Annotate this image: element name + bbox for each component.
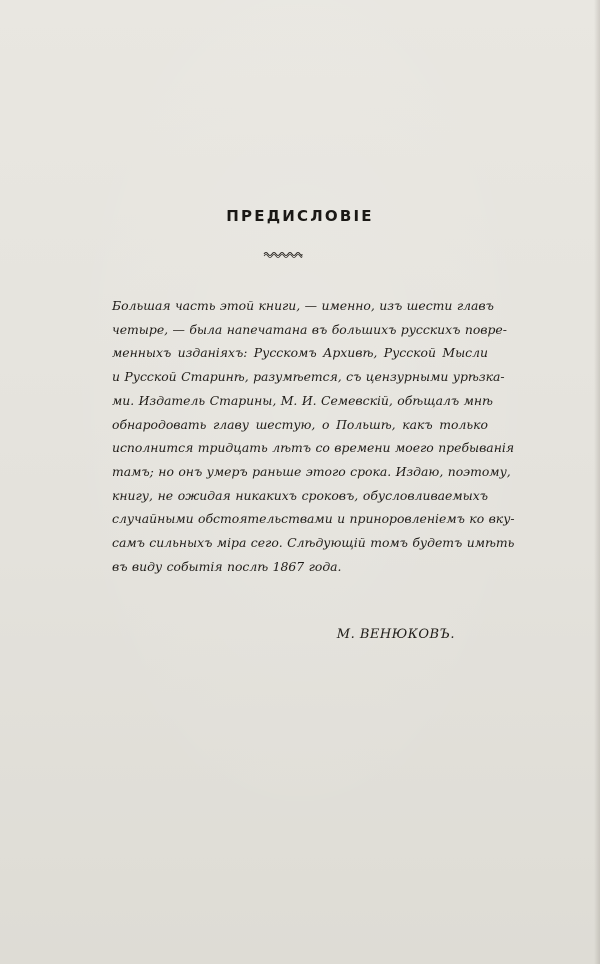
text-line: случайными обстоятельствами и приноровленіемъ ко вку- — [112, 511, 515, 527]
text-line: и Русской Старинѣ, разумѣется, съ цензурными урѣзка- — [112, 369, 505, 385]
text-line: Большая часть этой книги, — именно, изъ шести главъ — [112, 298, 494, 313]
page-title: ПРЕДИСЛОВІЕ — [226, 207, 374, 225]
author-signature: М. ВЕНЮКОВЪ. — [336, 627, 455, 642]
text-line: обнародовать главу шестую, о Польшѣ, какъ только — [112, 416, 488, 432]
text-line: тамъ; но онъ умеръ раньше этого срока. Издаю, поэтому, — [112, 463, 511, 479]
text-line: книгу, не ожидая никакихъ сроковъ, обусловливаемыхъ — [112, 487, 488, 503]
wavy-ornament-divider — [263, 250, 303, 258]
text-line: четыре, — была напечатана въ большихъ русскихъ повре- — [112, 321, 507, 337]
page-edge-shadow — [594, 0, 600, 964]
text-line: исполнится тридцать лѣтъ со времени моего пребыванія — [112, 440, 515, 456]
preface-paragraph — [112, 294, 515, 578]
text-line: менныхъ изданіяхъ: Русскомъ Архивѣ, Русской Мысли — [112, 345, 488, 361]
text-line: самъ сильныхъ міра сего. Слѣдующій томъ будетъ имѣть — [112, 535, 515, 551]
text-line: въ виду событія послѣ 1867 года. — [112, 558, 342, 574]
text-line: ми. Издатель Старины, М. И. Семевскій, обѣщалъ мнѣ — [112, 392, 493, 408]
